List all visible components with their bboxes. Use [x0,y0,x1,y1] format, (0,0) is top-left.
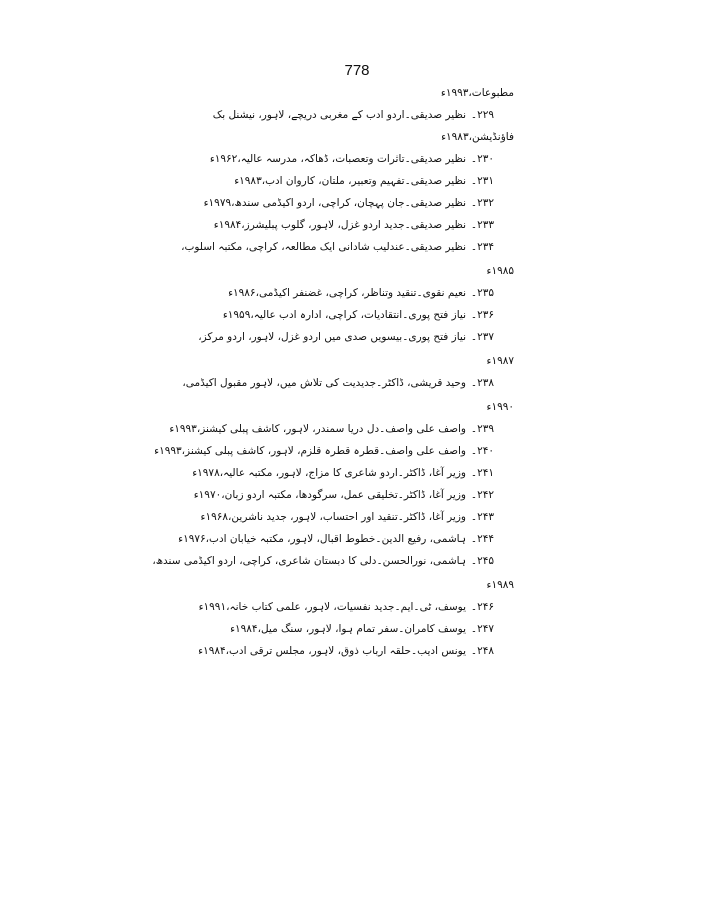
entry-number: ۲۳۹۔ [470,423,494,435]
entry-text: نیاز فتح پوری۔بیسویں صدی میں اردو غزل، لاہور، اردو مرکز، [198,331,466,343]
entry-number: ۲۴۴۔ [470,533,494,545]
year-heading: ۱۹۹۰ء [486,401,514,413]
entry-number: ۲۴۲۔ [470,489,494,501]
entry-text: یونس ادیب۔حلقہ ارباب ذوق، لاہور، مجلس ترقی ادب،۱۹۸۴ء [198,645,466,657]
entry-number: ۲۳۲۔ [470,197,494,209]
entry-number: ۲۴۷۔ [470,623,494,635]
bibliography-entry [174,236,514,258]
entry-text: وزیر آغا، ڈاکٹر۔اردو شاعری کا مزاج، لاہور، مکتبہ عالیہ،۱۹۷۸ء [192,467,466,479]
entry-text: وزیر آغا، ڈاکٹر۔تنقید اور احتساب، لاہور، جدید ناشرین،۱۹۶۸ء [200,511,466,523]
bibliography-entry [174,528,514,550]
bibliography-entry [174,640,514,662]
entry-text: نظیر صدیقی۔تاثرات وتعصبات، ڈھاکہ، مدرسہ عالیہ،۱۹۶۲ء [209,153,466,165]
bibliography-entry [174,618,514,640]
bibliography-entry [174,282,514,304]
entry-number: ۲۳۳۔ [470,219,494,231]
entry-number: ۲۳۷۔ [470,331,494,343]
entry-number: ۲۳۰۔ [470,153,494,165]
year-heading: ۱۹۸۹ء [486,579,514,591]
entry-number: ۲۳۵۔ [470,287,494,299]
bibliography-entry [174,506,514,528]
entry-text: واصف علی واصف۔قطرہ قطرہ قلزم، لاہور، کاشف پبلی کیشنز،۱۹۹۳ء [154,445,466,457]
bibliography-entry [174,304,514,326]
entry-number: ۲۴۱۔ [470,467,494,479]
entry-number: ۲۴۶۔ [470,601,494,613]
bibliography-entry [152,550,514,572]
entry-number: ۲۳۸۔ [470,377,494,389]
entry-text: نظیر صدیقی۔جان پہچان، کراچی، اردو اکیڈمی سندھ،۱۹۷۹ء [203,197,466,209]
entry-text: یوسف کامران۔سفر تمام ہوا، لاہور، سنگ میل،۱۹۸۴ء [230,623,466,635]
entry-number: ۲۲۹۔ [470,109,494,121]
entry-number: ۲۳۴۔ [470,241,494,253]
continuation-line: مطبوعات،۱۹۹۳ء [440,87,514,99]
entry-number: ۲۴۰۔ [470,445,494,457]
continuation-line: فاؤنڈیشن،۱۹۸۳ء [441,131,514,143]
entry-text: وزیر آغا، ڈاکٹر۔تخلیقی عمل، سرگودھا، مکتبہ اردو زبان،۱۹۷۰ء [193,489,466,501]
year-heading: ۱۹۸۵ء [486,265,514,277]
entry-text: نظیر صدیقی۔عندلیب شادانی ایک مطالعہ، کراچی، مکتبہ اسلوب، [181,241,466,253]
entry-text: نیاز فتح پوری۔انتقادیات، کراچی، ادارہ ادب عالیہ،۱۹۵۹ء [222,309,466,321]
bibliography-entry [174,148,514,170]
entry-number: ۲۳۶۔ [470,309,494,321]
entry-number: ۲۴۳۔ [470,511,494,523]
bibliography-list [152,82,514,662]
bibliography-entry [174,462,514,484]
bibliography-entry [174,596,514,618]
bibliography-entry [154,440,514,462]
entry-text: نظیر صدیقی۔تفہیم وتعبیر، ملتان، کاروان ادب،۱۹۸۳ء [234,175,466,187]
bibliography-entry [174,326,514,348]
entry-text: وحید قریشی، ڈاکٹر۔جدیدیت کی تلاش میں، لاہور مقبول اکیڈمی، [182,377,466,389]
bibliography-entry [174,192,514,214]
entry-text: نعیم نقوی۔تنقید وتناظر، کراچی، غضنفر اکیڈمی،۱۹۸۶ء [228,287,466,299]
entry-text: نظیر صدیقی۔اردو ادب کے مغربی دریچے، لاہور، نیشنل بک [212,109,466,121]
entry-text: ہاشمی، رفیع الدین۔خطوط اقبال، لاہور، مکتبہ خیابان ادب،۱۹۷۶ء [178,533,466,545]
entry-text: نظیر صدیقی۔جدید اردو غزل، لاہور، گلوب پبلیشرز،۱۹۸۴ء [213,219,466,231]
entry-number: ۲۳۱۔ [470,175,494,187]
page-number: 778 [344,62,370,79]
entry-text: واصف علی واصف۔دل دریا سمندر، لاہور، کاشف پبلی کیشنز،۱۹۹۳ء [169,423,466,435]
bibliography-entry [174,170,514,192]
bibliography-entry [174,214,514,236]
entry-text: یوسف، ٹی۔ایم۔جدید نفسیات، لاہور، علمی کتاب خانہ،۱۹۹۱ء [198,601,466,613]
bibliography-entry [174,484,514,506]
bibliography-entry [174,104,514,126]
bibliography-entry [174,372,514,394]
entry-number: ۲۴۵۔ [470,555,494,567]
bibliography-entry [169,418,514,440]
entry-number: ۲۴۸۔ [470,645,494,657]
entry-text: ہاشمی، نورالحسن۔دلی کا دبستان شاعری، کراچی، اردو اکیڈمی سندھ، [152,555,466,567]
year-heading: ۱۹۸۷ء [486,355,514,367]
